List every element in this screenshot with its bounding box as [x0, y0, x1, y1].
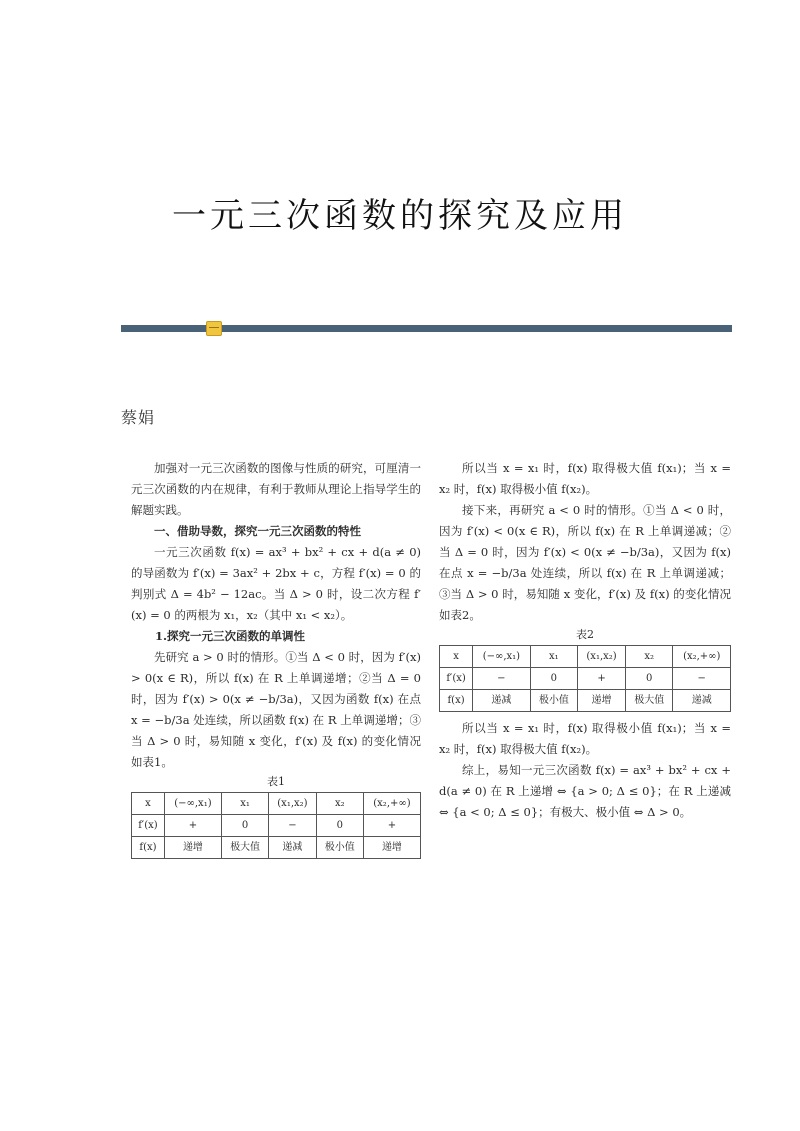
extremum-paragraph: 所以当 x = x₁ 时，f(x) 取得极大值 f(x₁)；当 x = x₂ 时，f(x) 取得极小值 f(x₂)。 — [439, 461, 731, 496]
table-cell: f′(x) — [132, 815, 165, 837]
subsection-heading: 1.探究一元三次函数的单调性 — [155, 629, 306, 643]
table-cell: 0 — [316, 815, 363, 837]
table-cell: x₂ — [316, 793, 363, 815]
table-cell: 递增 — [578, 690, 626, 712]
intro-paragraph: 加强对一元三次函数的图像与性质的研究，可厘清一元三次函数的内在规律，有利于教师从理论上指导学生的解题实践。 — [131, 461, 421, 517]
table-cell: f(x) — [132, 837, 165, 859]
table-cell: (x₂,+∞) — [363, 793, 420, 815]
table-cell: (x₁,x₂) — [269, 793, 317, 815]
table-row — [132, 837, 421, 859]
right-column — [439, 458, 731, 823]
variation-table-2 — [439, 645, 731, 712]
table-cell: 递增 — [164, 837, 221, 859]
extremum-paragraph-2: 所以当 x = x₁ 时，f(x) 取得极小值 f(x₁)；当 x = x₂ 时，f(x) 取得极大值 f(x₂)。 — [439, 721, 731, 756]
table-cell: f′(x) — [440, 668, 473, 690]
table-cell: − — [673, 668, 731, 690]
table-cell: (x₁,x₂) — [578, 646, 626, 668]
title-divider-right — [222, 325, 732, 332]
envelope-icon — [206, 321, 222, 336]
table-row — [440, 646, 731, 668]
table-cell: + — [363, 815, 420, 837]
table-cell: 递减 — [473, 690, 530, 712]
table-row — [440, 690, 731, 712]
table-cell: − — [473, 668, 530, 690]
summary-paragraph: 综上，易知一元三次函数 f(x) = ax³ + bx² + cx + d(a ≠ 0) 在 R 上递增 ⇔ {a > 0; Δ ≤ 0}；在 R 上递减 ⇔ {a < 0; Δ ≤ 0}；有极大、极小值 ⇔ Δ > 0。 — [439, 763, 731, 819]
author-name: 蔡娟 — [121, 408, 156, 427]
table-cell: f(x) — [440, 690, 473, 712]
table-cell: 0 — [625, 668, 673, 690]
table-row — [440, 668, 731, 690]
table-cell: 递增 — [363, 837, 420, 859]
table-caption: 表1 — [267, 775, 285, 788]
left-column — [131, 458, 421, 865]
derivative-paragraph: 一元三次函数 f(x) = ax³ + bx² + cx + d(a ≠ 0) 的导函数为 f′(x) = 3ax² + 2bx + c，方程 f′(x) = 0 的判别式 Δ = 4b² − 12ac。当 Δ > 0 时，设二次方程 f′(x) = 0 的两根为 x₁，x₂（其中 x₁ < x₂）。 — [131, 545, 421, 622]
variation-table-1 — [131, 792, 421, 859]
table-cell: x — [440, 646, 473, 668]
table-cell: 递减 — [269, 837, 317, 859]
table-cell: x₁ — [221, 793, 268, 815]
table-cell: (−∞,x₁) — [164, 793, 221, 815]
table-caption: 表2 — [576, 628, 594, 641]
table-cell: 0 — [221, 815, 268, 837]
page-title: 一元三次函数的探究及应用 — [172, 196, 628, 236]
table-cell: x₂ — [625, 646, 673, 668]
table-cell: − — [269, 815, 317, 837]
title-divider-left — [121, 325, 206, 332]
table-row — [132, 815, 421, 837]
table-row — [132, 793, 421, 815]
section-heading: 一、借助导数，探究一元三次函数的特性 — [154, 524, 361, 538]
table-cell: 极大值 — [221, 837, 268, 859]
monotonicity-paragraph: 先研究 a > 0 时的情形。①当 Δ < 0 时，因为 f′(x) > 0(x ∈ R)，所以 f(x) 在 R 上单调递增；②当 Δ = 0 时，因为 f′(x) > 0(x ≠ −b/3a)，又因为函数 f(x) 在点 x = −b/3a 处连续，所以函数 f(x) 在 R 上单调递增；③当 Δ > 0 时，易知随 x 变化，f′(x) 及 f(x) 的变化情况如表1。 — [131, 650, 421, 769]
table-cell: 递减 — [673, 690, 731, 712]
table-cell: (−∞,x₁) — [473, 646, 530, 668]
table-cell: x — [132, 793, 165, 815]
table-cell: 极小值 — [530, 690, 578, 712]
table-cell: 极大值 — [625, 690, 673, 712]
table-cell: + — [578, 668, 626, 690]
negative-a-paragraph: 接下来，再研究 a < 0 时的情形。①当 Δ < 0 时，因为 f′(x) < 0(x ∈ R)，所以 f(x) 在 R 上单调递减；②当 Δ = 0 时，因为 f′(x) < 0(x ≠ −b/3a)，又因为 f(x) 在点 x = −b/3a 处连续，所以 f(x) 在 R 上单调递减；③当 Δ > 0 时，易知随 x 变化，f′(x) 及 f(x) 的变化情况如表2。 — [439, 503, 731, 622]
table-cell: + — [164, 815, 221, 837]
table-cell: 极小值 — [316, 837, 363, 859]
table-cell: 0 — [530, 668, 578, 690]
table-cell: (x₂,+∞) — [673, 646, 731, 668]
table-cell: x₁ — [530, 646, 578, 668]
